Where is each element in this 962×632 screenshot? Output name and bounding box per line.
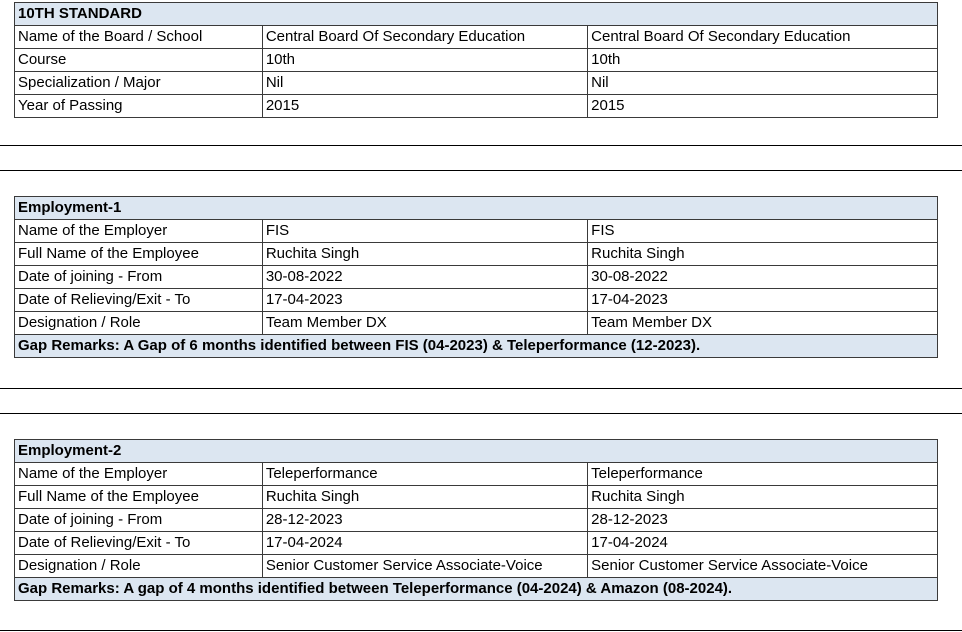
employment1-heading: Employment-1 [15, 197, 938, 220]
row-value: 28-12-2023 [262, 509, 587, 532]
row-value: Senior Customer Service Associate-Voice [588, 555, 938, 578]
row-value: 10th [588, 49, 938, 72]
row-value: Ruchita Singh [588, 243, 938, 266]
row-label: Full Name of the Employee [15, 243, 263, 266]
row-value: 30-08-2022 [588, 266, 938, 289]
row-value: 30-08-2022 [262, 266, 587, 289]
employment2-header-row [15, 440, 938, 463]
row-value: Central Board Of Secondary Education [588, 26, 938, 49]
row-value: 2015 [262, 95, 587, 118]
row-value: Ruchita Singh [262, 486, 587, 509]
employment1-table [14, 196, 938, 358]
table-row [15, 555, 938, 578]
employment1-header-row [15, 197, 938, 220]
education-table [14, 2, 938, 118]
row-value: Teleperformance [588, 463, 938, 486]
row-label: Designation / Role [15, 555, 263, 578]
table-row [15, 95, 938, 118]
row-value: FIS [262, 220, 587, 243]
employment2-table [14, 439, 938, 601]
row-value: Team Member DX [262, 312, 587, 335]
row-label: Name of the Employer [15, 463, 263, 486]
row-value: 28-12-2023 [588, 509, 938, 532]
row-label: Date of joining - From [15, 266, 263, 289]
table-row [15, 266, 938, 289]
row-value: Ruchita Singh [262, 243, 587, 266]
table-row [15, 26, 938, 49]
education-header-row [15, 3, 938, 26]
section-divider [0, 413, 962, 414]
row-label: Date of Relieving/Exit - To [15, 532, 263, 555]
table-row [15, 243, 938, 266]
row-value: Nil [262, 72, 587, 95]
section-divider [0, 145, 962, 146]
education-heading: 10TH STANDARD [15, 3, 938, 26]
gap-remarks: Gap Remarks: A gap of 4 months identified between Teleperformance (04-2024) & Amazon (08-2024). [15, 578, 938, 601]
table-row [15, 486, 938, 509]
row-label: Designation / Role [15, 312, 263, 335]
row-value: Ruchita Singh [588, 486, 938, 509]
row-label: Name of the Employer [15, 220, 263, 243]
row-value: 17-04-2023 [588, 289, 938, 312]
gap-remarks-row [15, 335, 938, 358]
row-value: Teleperformance [262, 463, 587, 486]
employment2-heading: Employment-2 [15, 440, 938, 463]
table-row [15, 509, 938, 532]
section-divider [0, 388, 962, 389]
row-value: Nil [588, 72, 938, 95]
row-label: Specialization / Major [15, 72, 263, 95]
row-value: 17-04-2024 [262, 532, 587, 555]
gap-remarks-row [15, 578, 938, 601]
row-label: Date of joining - From [15, 509, 263, 532]
row-value: 10th [262, 49, 587, 72]
row-value: Team Member DX [588, 312, 938, 335]
gap-remarks: Gap Remarks: A Gap of 6 months identified between FIS (04-2023) & Teleperformance (12-2023). [15, 335, 938, 358]
row-label: Year of Passing [15, 95, 263, 118]
row-value: 2015 [588, 95, 938, 118]
table-row [15, 289, 938, 312]
section-divider [0, 170, 962, 171]
table-row [15, 49, 938, 72]
table-row [15, 312, 938, 335]
section-divider [0, 630, 962, 631]
table-row [15, 72, 938, 95]
row-value: 17-04-2024 [588, 532, 938, 555]
table-row [15, 220, 938, 243]
row-label: Full Name of the Employee [15, 486, 263, 509]
row-label: Date of Relieving/Exit - To [15, 289, 263, 312]
table-row [15, 463, 938, 486]
row-label: Course [15, 49, 263, 72]
row-value: FIS [588, 220, 938, 243]
row-value: Central Board Of Secondary Education [262, 26, 587, 49]
row-value: 17-04-2023 [262, 289, 587, 312]
row-label: Name of the Board / School [15, 26, 263, 49]
table-row [15, 532, 938, 555]
row-value: Senior Customer Service Associate-Voice [262, 555, 587, 578]
